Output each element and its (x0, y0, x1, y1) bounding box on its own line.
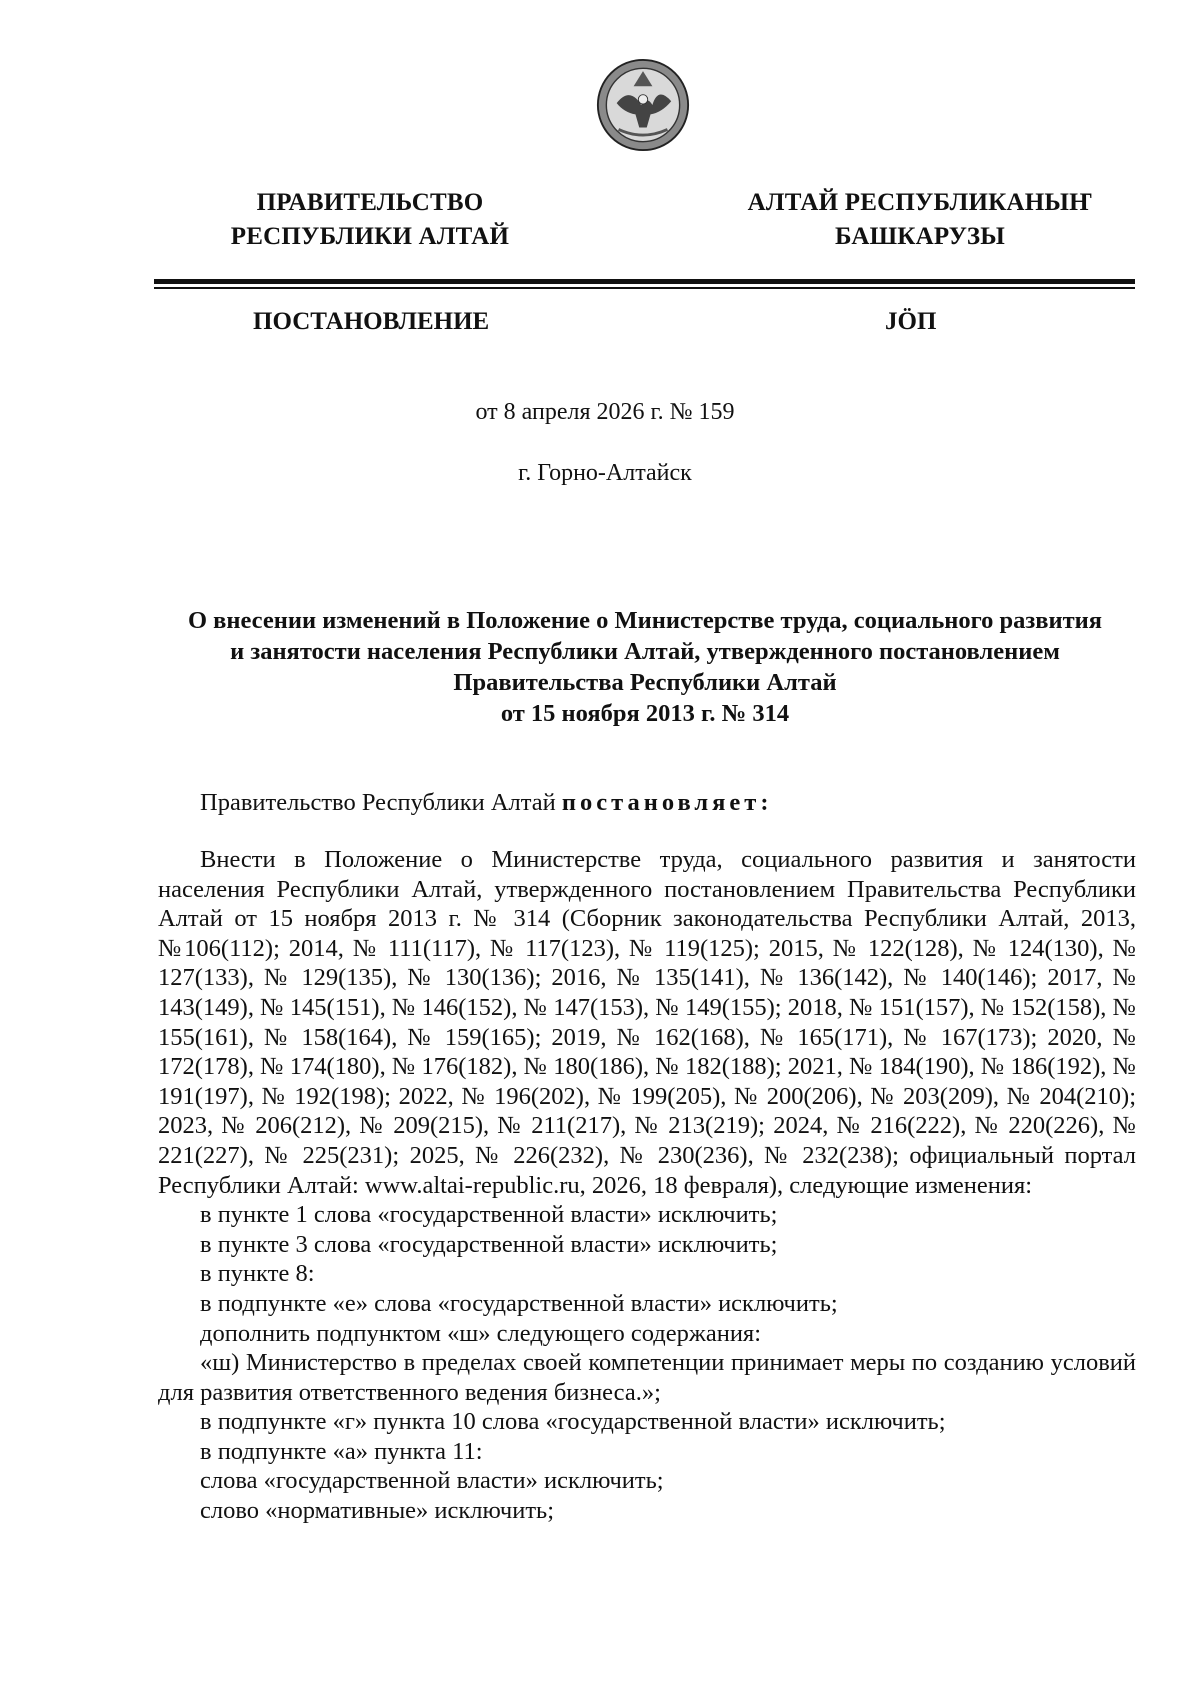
decree-verb: постановляет (561, 789, 761, 816)
doc-kind-right: JӦП (885, 308, 937, 335)
list-item: в пункте 8: (200, 1260, 315, 1288)
list-item: «ш) Министерство в пределах своей компетенции принимает меры по созданию условий для развития ответственного ведения бизнеса.»; (158, 1349, 1136, 1406)
header-right-line1: АЛТАЙ РЕСПУБЛИКАНЫҤ (747, 189, 1093, 216)
decree-line (200, 787, 772, 819)
list-item: в пункте 3 слова «государственной власти» исключить; (200, 1230, 778, 1258)
list-item: слово «нормативные» исключить; (200, 1497, 555, 1525)
title-line: и занятости населения Республики Алтай, утвержденного постановлением (230, 638, 1060, 665)
list-item: в подпункте «а» пункта 11: (200, 1437, 483, 1465)
document-title (150, 605, 1140, 729)
header-left-line2: РЕСПУБЛИКИ АЛТАЙ (230, 223, 510, 250)
header-left (200, 186, 540, 254)
header-right-line2: БАШКАРУЗЫ (834, 223, 1006, 250)
list-item: в подпункте «е» слова «государственной власти» исключить; (200, 1289, 838, 1317)
main-paragraph: Внести в Положение о Министерстве труда, социального развития и занятости населения Республики Алтай, утвержденного постановлением Правительства Республики Алтай от 15 ноября 2013 г. № 314 (Сборник законодательства Республики Алтай, 2013, №106(112); 2014, № 111(117), № 117(123), № 119(125); 2015, № 122(128), № 124(130), № 127(133), № 129(135), № 130(136); 2016, № 135(141), № 136(142), № 140(146); 2017, № 143(149), № 145(151), № 146(152), № 147(153), № 149(155); 2018, № 151(157), № 152(158), № 155(161), № 158(164), № 159(165); 2019, № 162(168), № 165(171), № 167(173); 2020, № 172(178), № 174(180), № 176(182), № 180(186), № 182(188); 2021, № 184(190), № 186(192), № 191(197), № 192(198); 2022, № 196(202), № 199(205), № 200(206), № 203(209), № 204(210); 2023, № 206(212), № 209(215), № 211(217), № 213(219); 2024, № 216(222), № 220(226), № 221(227), № 225(231); 2025, № 226(232), № 230(236), № 232(238); официальный портал Республики Алтай: www.altai-republic.ru, 2026, 18 февраля), следующие изменения: (158, 846, 1136, 1199)
coat-of-arms-icon (596, 58, 690, 152)
list-item: в подпункте «г» пункта 10 слова «государственной власти» исключить; (200, 1408, 946, 1436)
date-line: от 8 апреля 2026 г. № 159 (475, 399, 735, 425)
title-line: О внесении изменений в Положение о Министерстве труда, социального развития (187, 607, 1103, 634)
doc-kind-left: ПОСТАНОВЛЕНИЕ (253, 308, 490, 335)
title-line: от 15 ноября 2013 г. № 314 (500, 700, 790, 727)
decree-lead: Правительство Республики Алтай (200, 789, 562, 816)
list-item: слова «государственной власти» исключить; (200, 1467, 664, 1495)
decree-tail: : (760, 789, 773, 816)
title-line: Правительства Республики Алтай (453, 669, 837, 696)
city-line: г. Горно-Алтайск (518, 460, 692, 486)
list-item: в пункте 1 слова «государственной власти» исключить; (200, 1201, 778, 1229)
header-right (720, 186, 1120, 254)
list-item: дополнить подпунктом «ш» следующего содержания: (200, 1319, 761, 1347)
header-divider-thick (154, 279, 1135, 284)
header-divider-thin (154, 287, 1135, 289)
header-left-line1: ПРАВИТЕЛЬСТВО (256, 189, 484, 216)
document-body (158, 845, 1136, 1526)
